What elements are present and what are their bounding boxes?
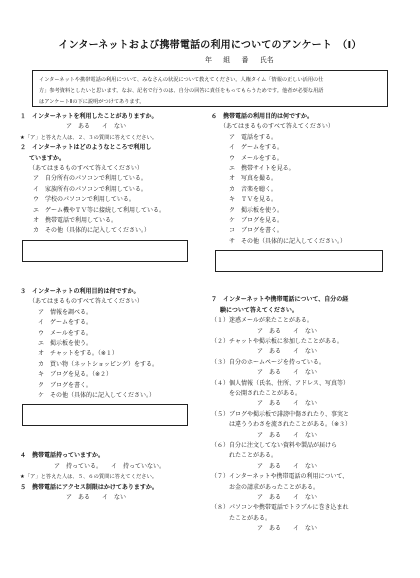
question-7-4: （４）個人情報（氏名、住所、アドレス、写真等） [211,379,350,387]
question-7-8: （８）パソコンや携帯電話でトラブルに巻き込まれ [211,504,349,512]
question-2-option[interactable]: カ その他（具体的に記入してください。） [33,227,151,235]
question-2-option[interactable]: オ 携帯電話で利用している。 [33,217,118,225]
question-3-answer-box[interactable] [22,404,188,426]
question-7-6: （６）自分に注文してない資料や製品が届けら [211,441,338,449]
question-6-option[interactable]: エ 携帯サイトを見る。 [229,165,295,173]
question-1: １ インターネットを利用したことがありますか。 [20,113,158,120]
intro-line: はアンケートⅡの下に説明がつけてあります。 [39,99,145,105]
question-2-cont: ていますか。 [29,154,66,162]
question-6: ６ 携帯電話の利用目的は何ですか。 [211,113,314,120]
student-name-line [205,55,283,65]
question-5: ５ 携帯電話にアクセス制限はかけてありますか。 [20,483,158,491]
intro-box [32,70,388,107]
question-3-option[interactable]: カ 買い物（ネットショッピング）をする。 [38,360,158,368]
question-7-1-options[interactable]: ア ある イ ない [257,327,318,335]
question-7: ７ インターネットや携帯電話について、自分の経 [211,296,349,304]
question-3-option[interactable]: ア 情報を調べる。 [38,308,93,316]
page-title: インターネットおよび携帯電話の利用についてのアンケート （Ⅰ） [58,40,362,51]
intro-line: インターネットや携帯電話の利用について、みなさんの状況について教えてください。人権タイム「情報の正しい活用の仕 [39,77,324,83]
question-7-4-cont: を公開されたことがある。 [229,389,302,397]
question-2-option[interactable]: ウ 学校のパソコンで利用している。 [33,196,135,204]
question-6-answer-box[interactable] [215,250,383,272]
question-7-7-options[interactable]: ア ある イ ない [257,494,318,501]
question-6-option[interactable]: サ その他（具体的に記入してください。） [229,237,347,245]
name-label: 氏名 [259,56,274,64]
left-column [20,112,210,503]
question-2-instruction: （あてはまるものすべて答えてください） [29,165,143,173]
question-7-8-options[interactable]: ア ある イ ない [257,525,318,533]
question-3-option[interactable]: ウ メールをする。 [38,329,92,337]
intro-line: 方」参考資料としたいと思います。なお、記名で行うのは、自分の回答に責任をもってもらうためです。他者が必要な用語 [39,88,324,94]
question-2-answer-box[interactable] [22,240,188,262]
question-7-3-options[interactable]: ア ある イ ない [257,369,318,377]
question-4-options[interactable]: ア 持っている。 イ 持っていない。 [54,462,166,470]
question-3-option[interactable]: イ ゲームをする。 [38,319,93,327]
question-7-5-options[interactable]: ア ある イ ない [257,431,318,439]
question-6-option[interactable]: カ 音楽を聴く。 [229,185,277,193]
question-3-instruction: （あてはまるものすべて答えてください） [29,298,143,306]
number-label: 番 [241,56,249,64]
question-6-instruction: （あてはまるものすべて答えてください） [220,123,334,131]
question-7-8-cont: たことがある。 [229,514,272,522]
question-3: ３ インターネットの利用目的は何ですか。 [20,287,140,295]
question-6-option[interactable]: ケ ブログを見る。 [229,217,284,225]
question-6-option[interactable]: キ ＴＶを見る。 [229,196,278,204]
question-7-7: （７）インターネットや携帯電話の利用について、 [211,473,349,481]
question-3-option[interactable]: エ 掲示板を使う。 [38,339,93,347]
question-7-1: （１）迷惑メールが来たことがある。 [211,317,313,325]
note-question-4: ★「ア」と答えた人は、５、６の質問に答えてください。 [20,474,158,481]
right-column [211,112,406,535]
question-7-6-cont: れたことがある。 [229,452,278,460]
question-6-option[interactable]: ク 掲示板を使う。 [229,206,284,214]
question-7-7-cont: お金の請求があったことがある。 [229,483,319,491]
question-1-options[interactable]: ア ある イ ない [66,123,127,131]
question-7-3: （３）自分のホームページを持っている。 [211,358,325,366]
question-6-option[interactable]: コ ブログを書く。 [229,227,283,235]
question-6-option[interactable]: オ 写真を撮る。 [229,175,278,183]
question-2-option[interactable]: ア 自分所有のパソコンで利用している。 [33,175,147,183]
question-7-5: （５）ブログや掲示板で誹謗中傷されたり、事実と [211,410,350,418]
question-7-4-options[interactable]: ア ある イ ない [257,400,318,408]
class-label: 組 [223,56,231,64]
question-7-2: （２）チャットや掲示板に参加したことがある。 [211,337,343,345]
question-4: ４ 携帯電話持っていますか。 [20,452,105,460]
question-7-2-options[interactable]: ア ある イ ない [257,348,318,356]
question-6-option[interactable]: ウ メールをする。 [229,154,283,162]
question-7-6-options[interactable]: ア ある イ ない [257,462,318,470]
question-3-option[interactable]: オ チャットをする。（※１） [38,350,118,358]
question-7-5-cont: は違ううわさを流されたことがある。（※３） [229,421,352,429]
question-3-option[interactable]: ケ その他（具体的に記入してください。） [38,391,156,399]
question-5-options[interactable]: ア ある イ ない [66,493,127,501]
question-6-option[interactable]: ア 電話をする。 [229,133,278,141]
question-2-option[interactable]: イ 家族所有のパソコンで利用している。 [33,185,147,193]
question-3-option[interactable]: キ ブログを見る。（※２） [38,371,113,379]
year-label: 年 [205,56,212,64]
question-7-cont: 験について答えてください。 [220,306,298,314]
question-2: ２ インターネットはどのようなところで利用し [20,144,152,152]
question-2-option[interactable]: エ ゲーム機やＴＶ等に接続して利用している。 [33,206,166,214]
question-3-option[interactable]: ク ブログを書く。 [38,381,92,389]
question-6-option[interactable]: イ ゲームをする。 [229,144,284,152]
note-question-1: ★「ア」と答えた人は、２、３の質問に答えてください。 [20,134,158,141]
